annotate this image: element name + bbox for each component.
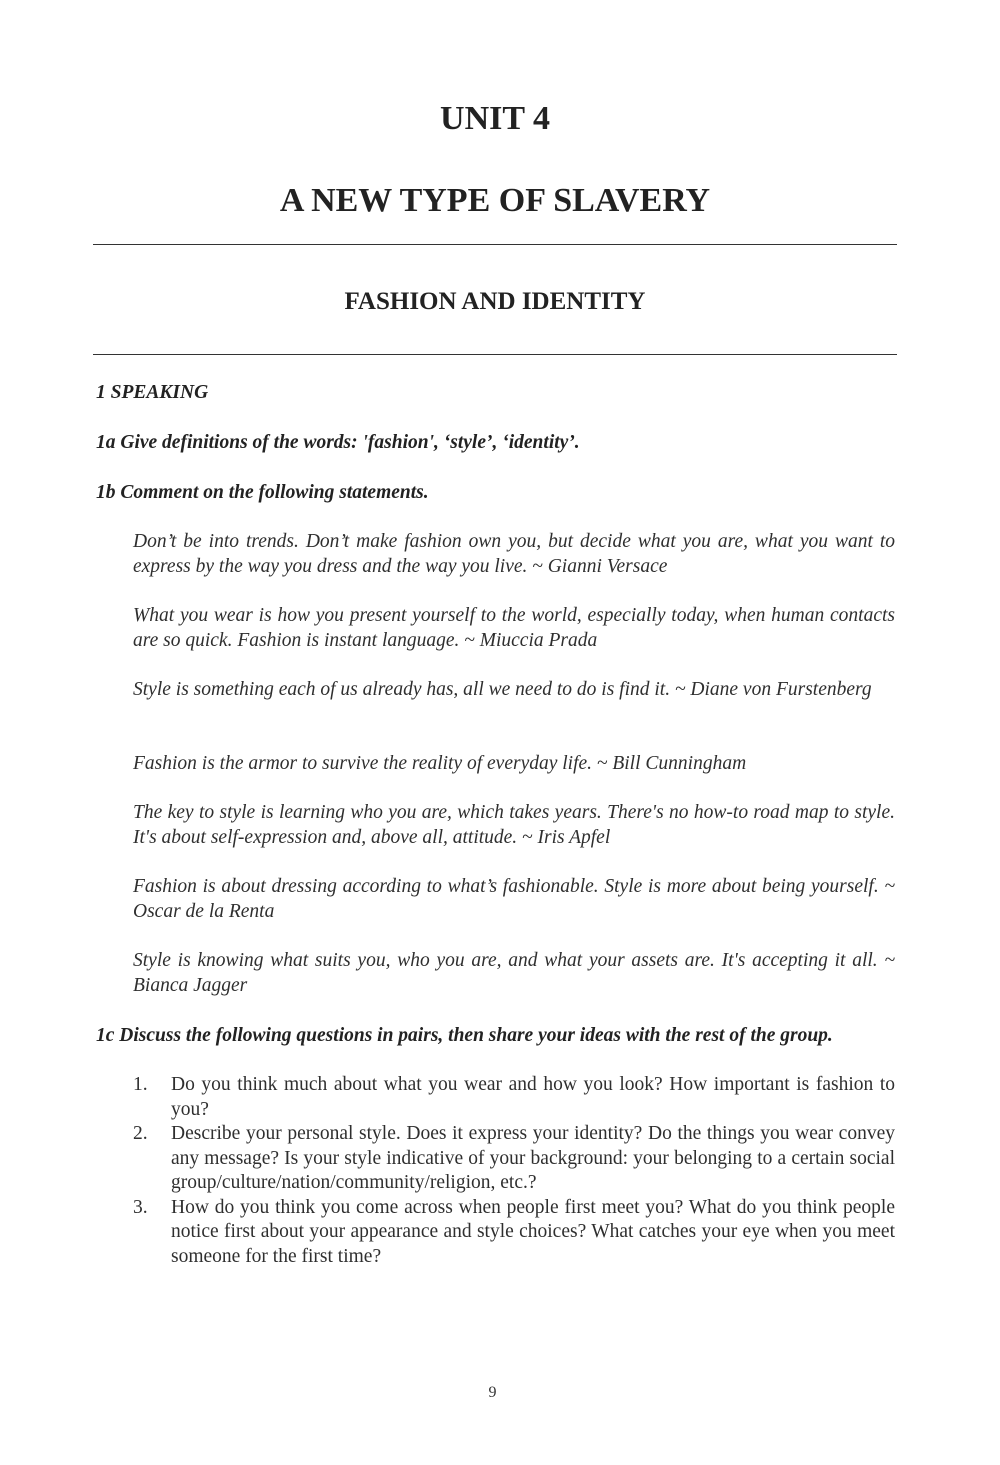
page-number: 9 [488,1384,497,1401]
section-subtitle: FASHION AND IDENTITY [344,288,646,315]
list-item [133,1196,895,1270]
speaking-heading: 1 SPEAKING [96,382,209,403]
list-item-number: 2. [133,1123,148,1144]
page-title: A NEW TYPE OF SLAVERY [279,182,711,219]
quote-cunningham: Fashion is the armor to survive the reality of everyday life. ~ Bill Cunningham [133,753,747,774]
task-1c-heading: 1c Discuss the following questions in pairs, then share your ideas with the rest of the group. [96,1025,833,1046]
quote-jagger: Style is knowing what suits you, who you are, and what your assets are. It's accepting it all. ~ Bianca Jagger [133,950,895,996]
discussion-questions-list [133,1073,895,1269]
unit-title: UNIT 4 [440,100,550,137]
list-item-text: Do you think much about what you wear and how you look? How important is fashion to you? [171,1074,895,1120]
quote-apfel: The key to style is learning who you are, which takes years. There's no how-to road map to style. It's about self-expression and, above all, attitude. ~ Iris Apfel [133,802,895,848]
quote-versace: Don’t be into trends. Don’t make fashion own you, but decide what you are, what you want to express by the way you dress and the way you live. ~ Gianni Versace [133,531,895,577]
task-1a-heading: 1a Give definitions of the words: 'fashion', ‘style’, ‘identity’. [96,432,580,453]
quote-de-la-renta: Fashion is about dressing according to what’s fashionable. Style is more about being yourself. ~ Oscar de la Renta [133,876,895,922]
list-item-text: Describe your personal style. Does it express your identity? Do the things you wear convey any message? Is your style indicative of your background: your belonging to a certain social group/culture/nation/community/religion, etc.? [171,1123,895,1193]
quote-von-furstenberg: Style is something each of us already has, all we need to do is find it. ~ Diane von Furstenberg [133,679,872,700]
list-item [133,1122,895,1196]
quote-prada: What you wear is how you present yourself to the world, especially today, when human contacts are so quick. Fashion is instant language. ~ Miuccia Prada [133,605,895,651]
list-item-text: How do you think you come across when people first meet you? What do you think people notice first about your appearance and style choices? What catches your eye when you meet someone for the first time? [171,1196,895,1267]
list-item-number: 1. [133,1074,148,1095]
list-item [133,1073,895,1122]
list-item-number: 3. [133,1196,148,1218]
task-1b-heading: 1b Comment on the following statements. [96,482,429,503]
divider-bottom [93,354,897,355]
divider-top [93,244,897,245]
